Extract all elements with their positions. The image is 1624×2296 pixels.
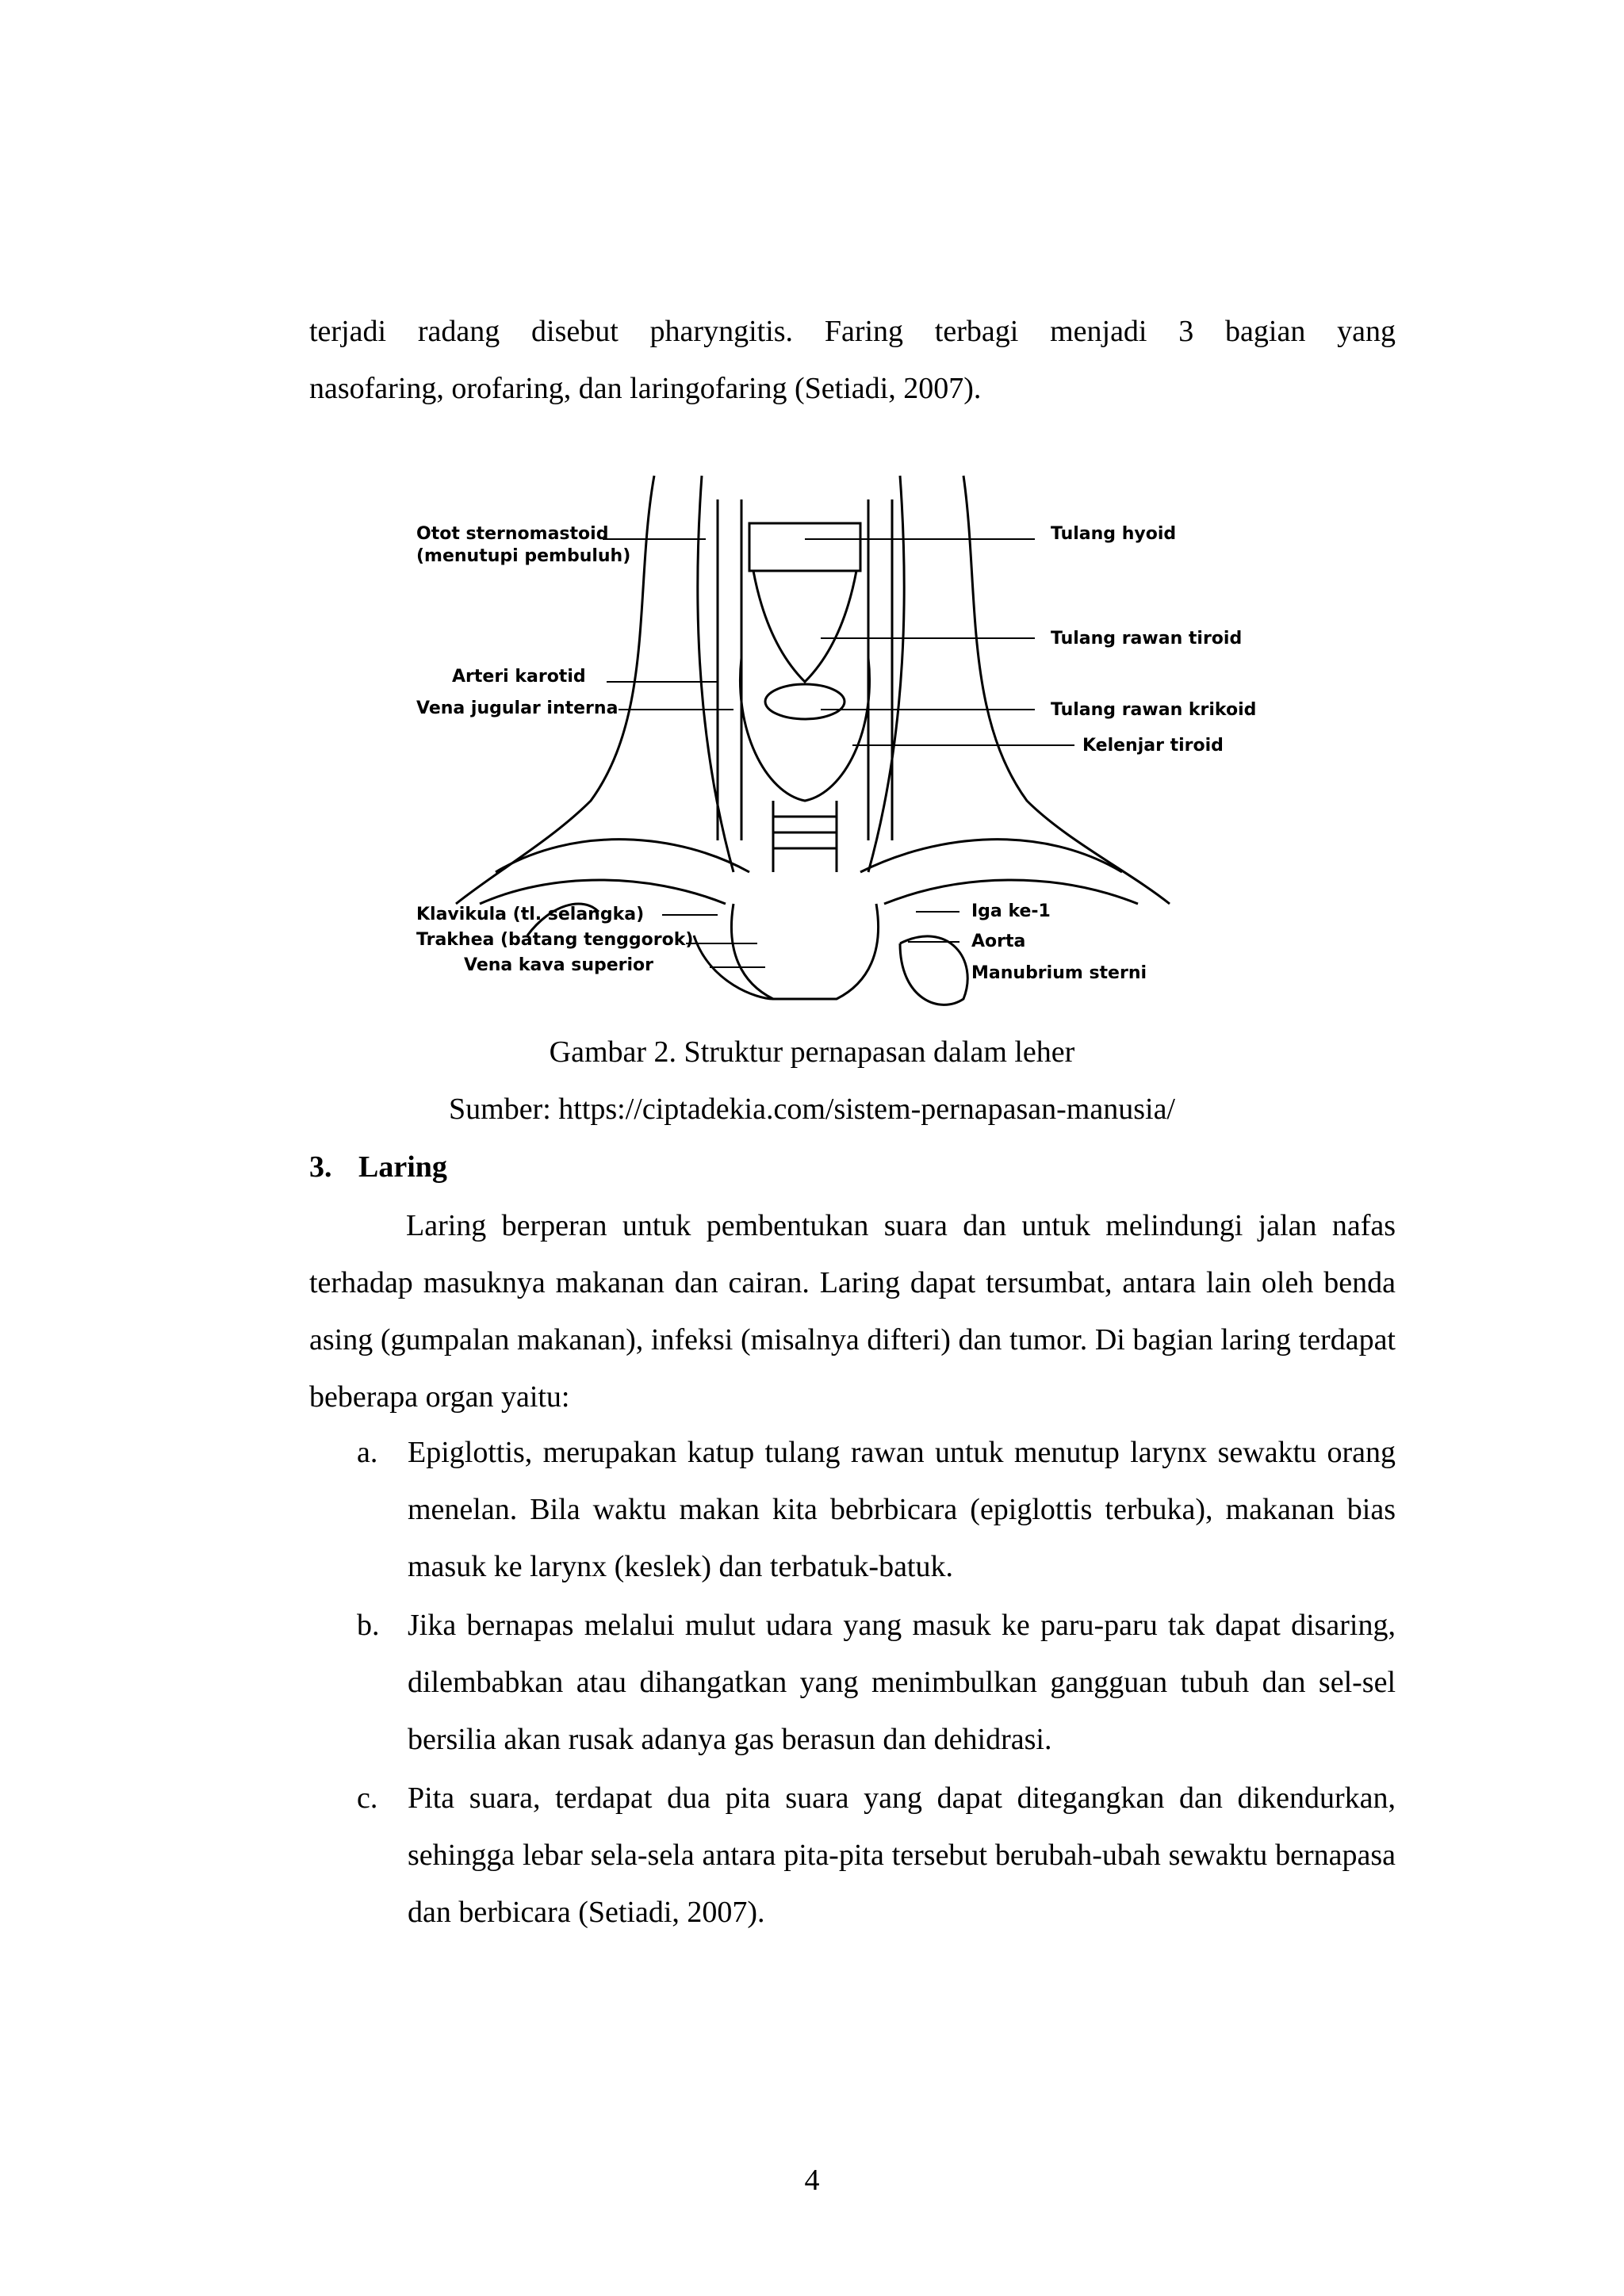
section-title: Laring <box>358 1150 447 1184</box>
label-kelenjar-tiroid: Kelenjar tiroid <box>1082 736 1224 756</box>
list-marker: a. <box>357 1436 378 1469</box>
label-tulang-hyoid: Tulang hyoid <box>1051 524 1177 544</box>
list-marker: b. <box>357 1609 380 1642</box>
list-marker: c. <box>357 1781 378 1815</box>
list-item-text: Epiglottis, merupakan katup tulang rawan untuk menutup larynx sewaktu orang menelan. Bila waktu makan kita bebrbicara (epiglottis terbuka), makanan bias masuk ke larynx (keslek) dan terbatuk-batuk. <box>408 1436 1396 1583</box>
paragraph-line: terjadi radang disebut pharyngitis. Faring terbagi menjadi 3 bagian yang <box>309 315 1396 348</box>
label-arteri-karotid: Arteri karotid <box>452 667 586 687</box>
figure-caption: Gambar 2. Struktur pernapasan dalam leher <box>549 1035 1075 1069</box>
list-item <box>357 1424 1396 1595</box>
label-manubrium: Manubrium sterni <box>971 963 1147 983</box>
section-number: 3. <box>309 1150 332 1184</box>
list-item <box>357 1770 1396 1941</box>
list-item-text: Jika bernapas melalui mulut udara yang masuk ke paru-paru tak dapat disaring, dilembabkan atau dihangatkan yang menimbulkan gangguan tubuh dan sel-sel bersilia akan rusak adanya gas berasun dan dehidrasi. <box>408 1609 1396 1756</box>
label-klavikula: Klavikula (tl. selangka) <box>416 905 645 924</box>
list-item <box>357 1597 1396 1768</box>
label-tulang-krikoid: Tulang rawan krikoid <box>1051 700 1257 720</box>
label-sternomastoid: Otot sternomastoid <box>416 524 609 544</box>
list-item-text: Pita suara, terdapat dua pita suara yang dapat ditegangkan dan dikendurkan, sehingga lebar sela-sela antara pita-pita tersebut berubah-ubah sewaktu bernapasa dan berbicara (Setiadi, 2007). <box>408 1781 1396 1929</box>
label-aorta: Aorta <box>971 932 1026 951</box>
neck-anatomy-figure <box>393 428 1289 1023</box>
label-trakhea: Trakhea (batang tenggorok) <box>416 930 694 950</box>
figure-source: Sumber: https://ciptadekia.com/sistem-pernapasan-manusia/ <box>449 1093 1175 1126</box>
page-number: 4 <box>804 2164 820 2197</box>
section-intro: Laring berperan untuk pembentukan suara dan untuk melindungi jalan nafas terhadap masuknya makanan dan cairan. Laring dapat tersumbat, antara lain oleh benda asing (gumpalan makanan), infeksi (misalnya difteri) dan tumor. Di bagian laring terdapat beberapa organ yaitu: <box>309 1209 1396 1414</box>
label-sternomastoid-note: (menutupi pembuluh) <box>416 546 631 566</box>
section-heading <box>309 1150 447 1184</box>
label-iga: Iga ke-1 <box>971 901 1051 921</box>
paragraph-line: nasofaring, orofaring, dan laringofaring (Setiadi, 2007). <box>309 372 982 405</box>
label-vena-jugular: Vena jugular interna <box>416 698 619 718</box>
label-vena-kava: Vena kava superior <box>464 955 654 975</box>
label-tulang-tiroid: Tulang rawan tiroid <box>1051 629 1243 649</box>
